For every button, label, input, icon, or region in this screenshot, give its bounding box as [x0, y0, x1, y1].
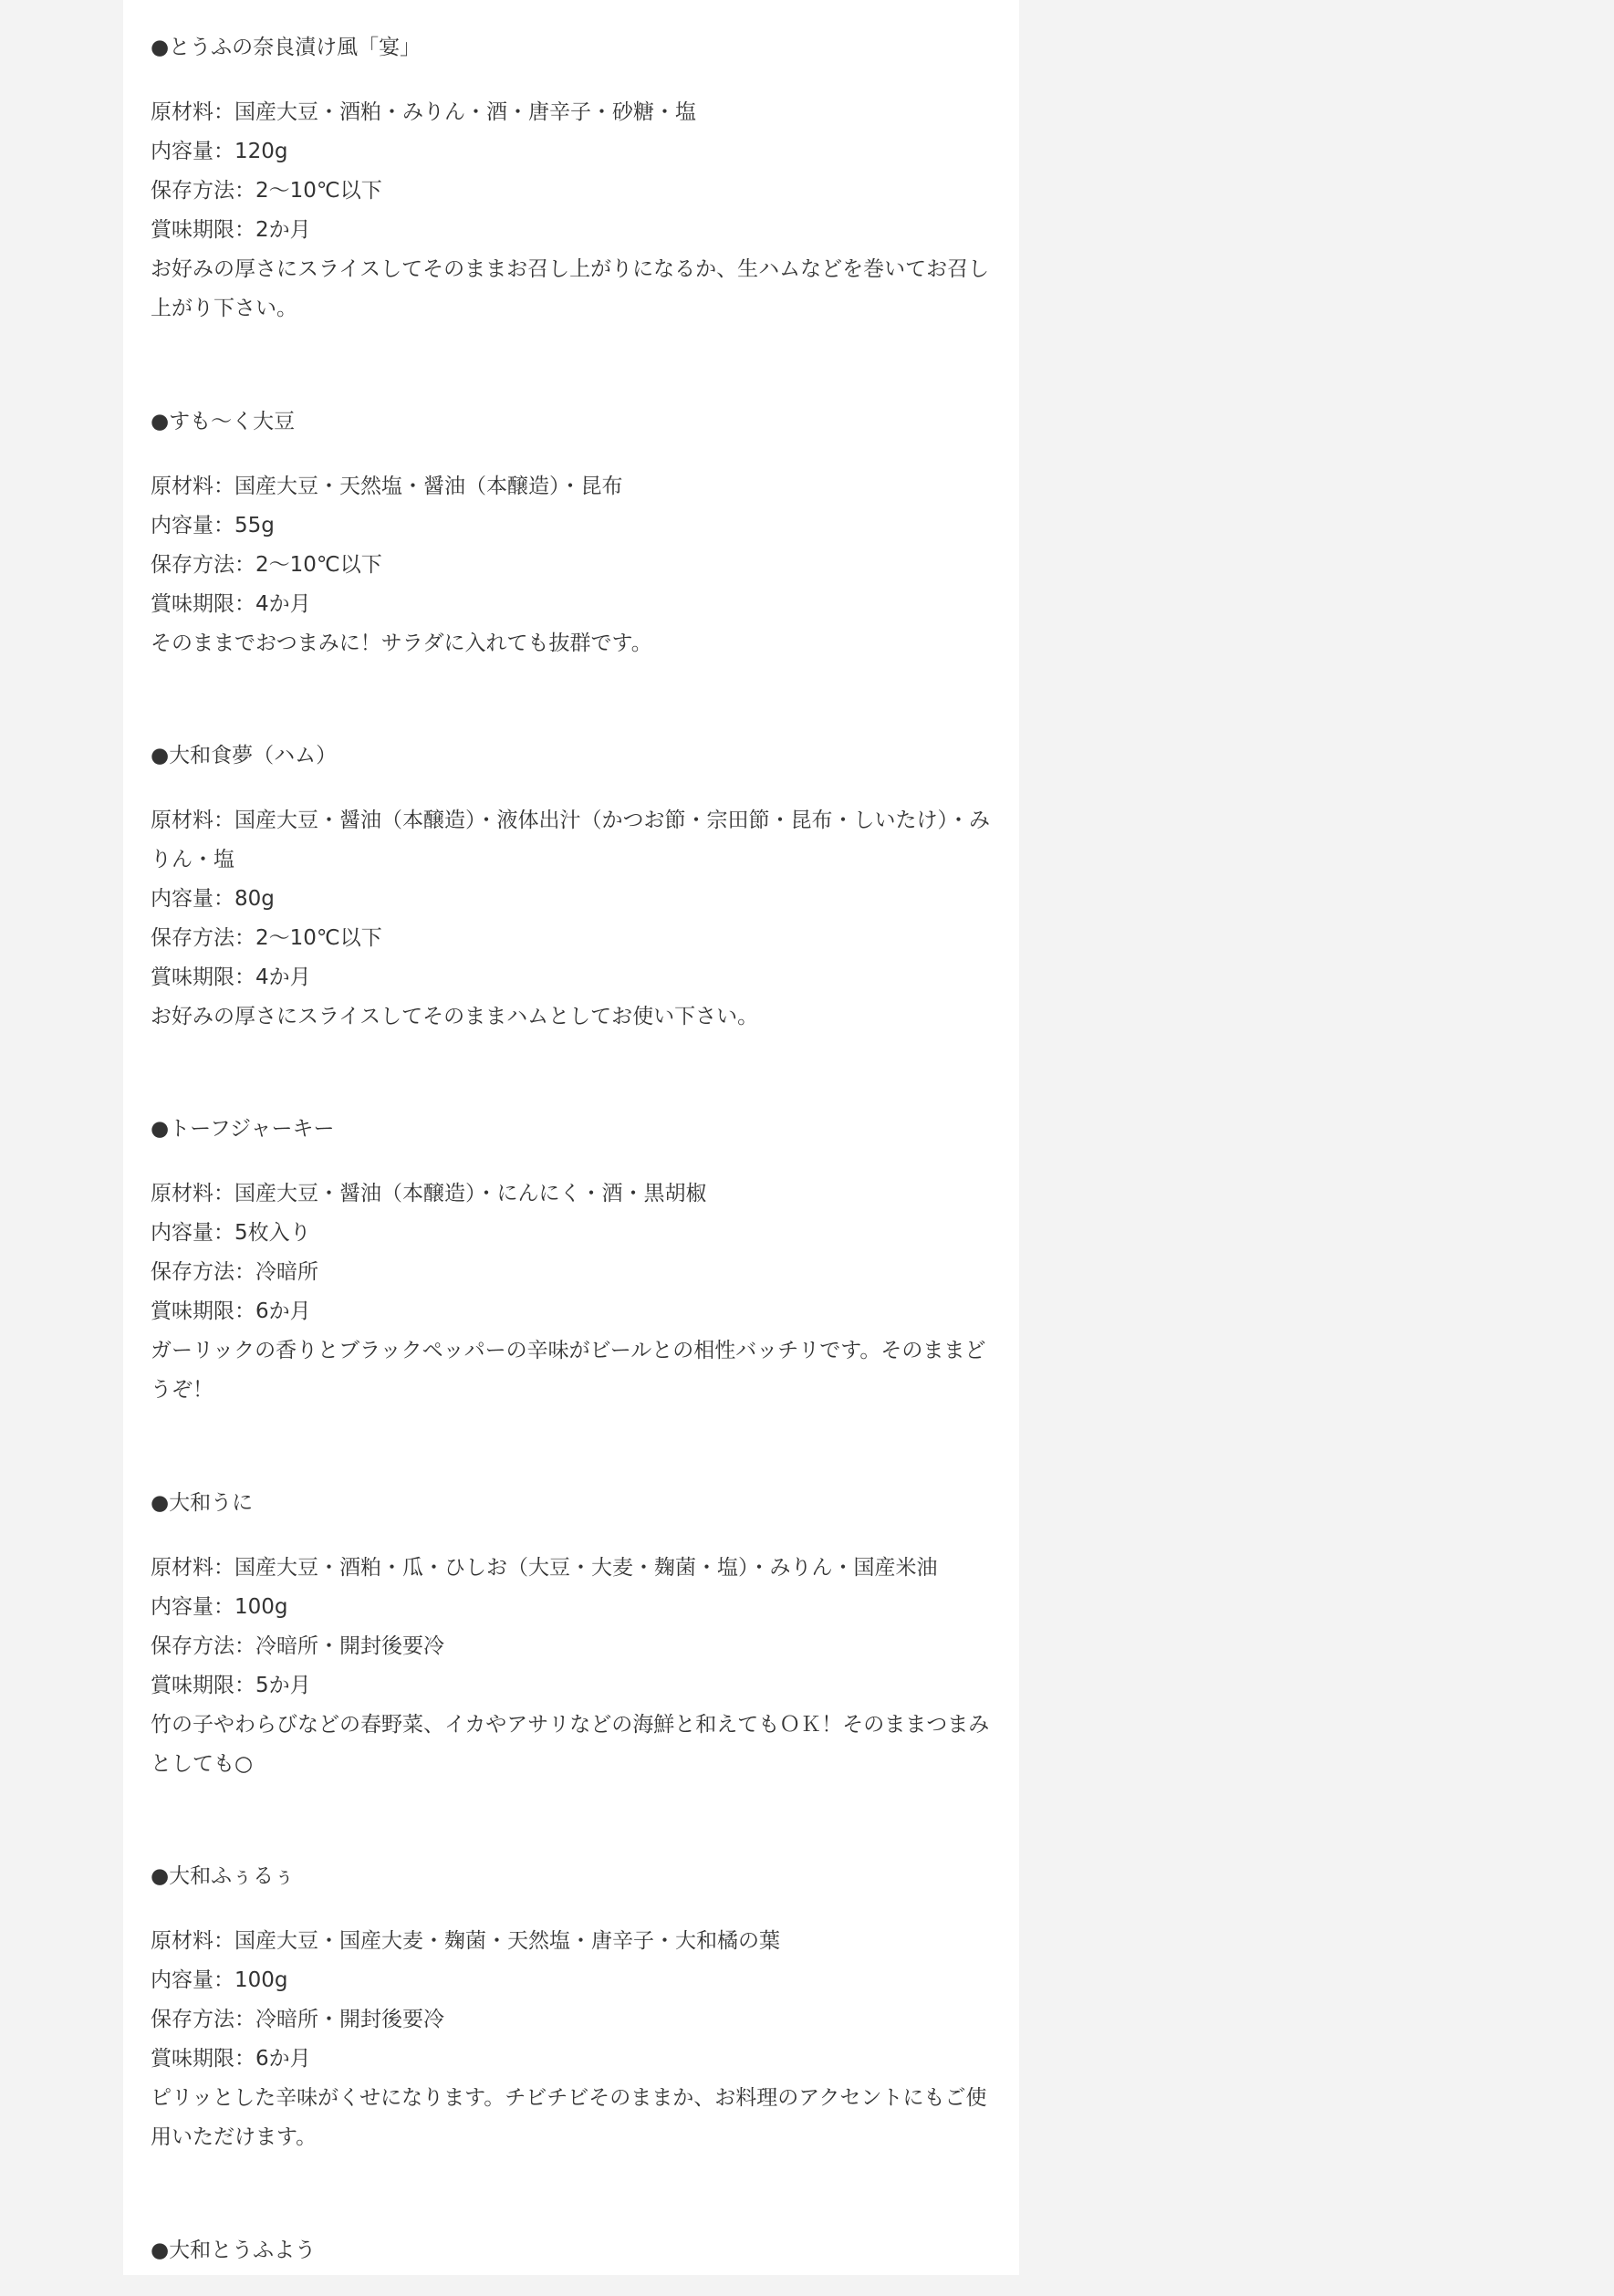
product-item: [151, 408, 999, 663]
product-amount: 内容量：80g: [151, 887, 275, 911]
product-ingredients: 原材料：国産大豆・酒粕・瓜・ひしお（大豆・大麦・麹菌・塩）・みりん・国産米油: [151, 1556, 938, 1580]
product-description: お好みの厚さにスライスしてそのままお召し上がりになるか、生ハムなどを巻いてお召し上がり下さい。: [151, 257, 990, 320]
product-title: ●大和とうふよう: [151, 2239, 317, 2262]
product-title: ●大和食夢（ハム）: [151, 744, 338, 767]
product-ingredients: 原材料：国産大豆・天然塩・醤油（本醸造）・昆布: [151, 475, 623, 498]
product-ingredients: 原材料：国産大豆・酒粕・みりん・酒・唐辛子・砂糖・塩: [151, 100, 696, 124]
product-amount: 内容量：5枚入り: [151, 1221, 311, 1245]
product-ingredients: 原材料：国産大豆・醤油（本醸造）・にんにく・酒・黒胡椒: [151, 1182, 707, 1205]
content-column: [123, 0, 1019, 2275]
product-amount: 内容量：100g: [151, 1968, 288, 1992]
product-shelf-life: 賞味期限：5か月: [151, 1674, 311, 1697]
product-item: [151, 1489, 999, 1784]
product-shelf-life: 賞味期限：2か月: [151, 218, 311, 242]
product-title: ●とうふの奈良漬け風「宴」: [151, 36, 422, 59]
product-item: [151, 1863, 999, 2157]
product-shelf-life: 賞味期限：4か月: [151, 592, 311, 616]
product-storage: 保存方法：2〜10℃以下: [151, 553, 382, 577]
product-item: [151, 34, 999, 329]
product-description: ガーリックの香りとブラックペッパーの辛味がビールとの相性バッチリです。そのままどうぞ！: [151, 1339, 986, 1402]
product-amount: 内容量：120g: [151, 140, 288, 163]
product-description: お好みの厚さにスライスしてそのままハムとしてお使い下さい。: [151, 1005, 759, 1028]
product-title: ●大和うに: [151, 1491, 254, 1515]
product-shelf-life: 賞味期限：4か月: [151, 965, 311, 989]
product-storage: 保存方法：冷暗所・開封後要冷: [151, 2008, 444, 2031]
product-ingredients: 原材料：国産大豆・国産大麦・麹菌・天然塩・唐辛子・大和橘の葉: [151, 1929, 780, 1953]
product-description: そのままでおつまみに！サラダに入れても抜群です。: [151, 631, 652, 655]
product-item: [151, 1115, 999, 1410]
product-ingredients: 原材料：国産大豆・醤油（本醸造）・液体出汁（かつお節・宗田節・昆布・しいたけ）・みりん・塩: [151, 809, 990, 871]
product-shelf-life: 賞味期限：6か月: [151, 2047, 311, 2071]
product-storage: 保存方法：冷暗所: [151, 1260, 318, 1284]
product-description: 竹の子やわらびなどの春野菜、イカやアサリなどの海鮮と和えてもＯＫ！そのままつまみとしても○: [151, 1713, 990, 1776]
product-amount: 内容量：100g: [151, 1595, 288, 1619]
product-shelf-life: 賞味期限：6か月: [151, 1299, 311, 1323]
product-item: [151, 742, 999, 1037]
product-description: ピリッとした辛味がくせになります。チビチビそのままか、お料理のアクセントにもご使用いただけます。: [151, 2086, 987, 2149]
product-title: ●大和ふぅるぅ: [151, 1864, 296, 1888]
product-amount: 内容量：55g: [151, 514, 275, 537]
product-item: [151, 2237, 999, 2296]
product-title: ●トーフジャーキー: [151, 1117, 335, 1141]
product-storage: 保存方法：冷暗所・開封後要冷: [151, 1634, 444, 1658]
product-storage: 保存方法：2〜10℃以下: [151, 179, 382, 203]
product-storage: 保存方法：2〜10℃以下: [151, 926, 382, 950]
product-title: ●すも〜く大豆: [151, 410, 296, 433]
